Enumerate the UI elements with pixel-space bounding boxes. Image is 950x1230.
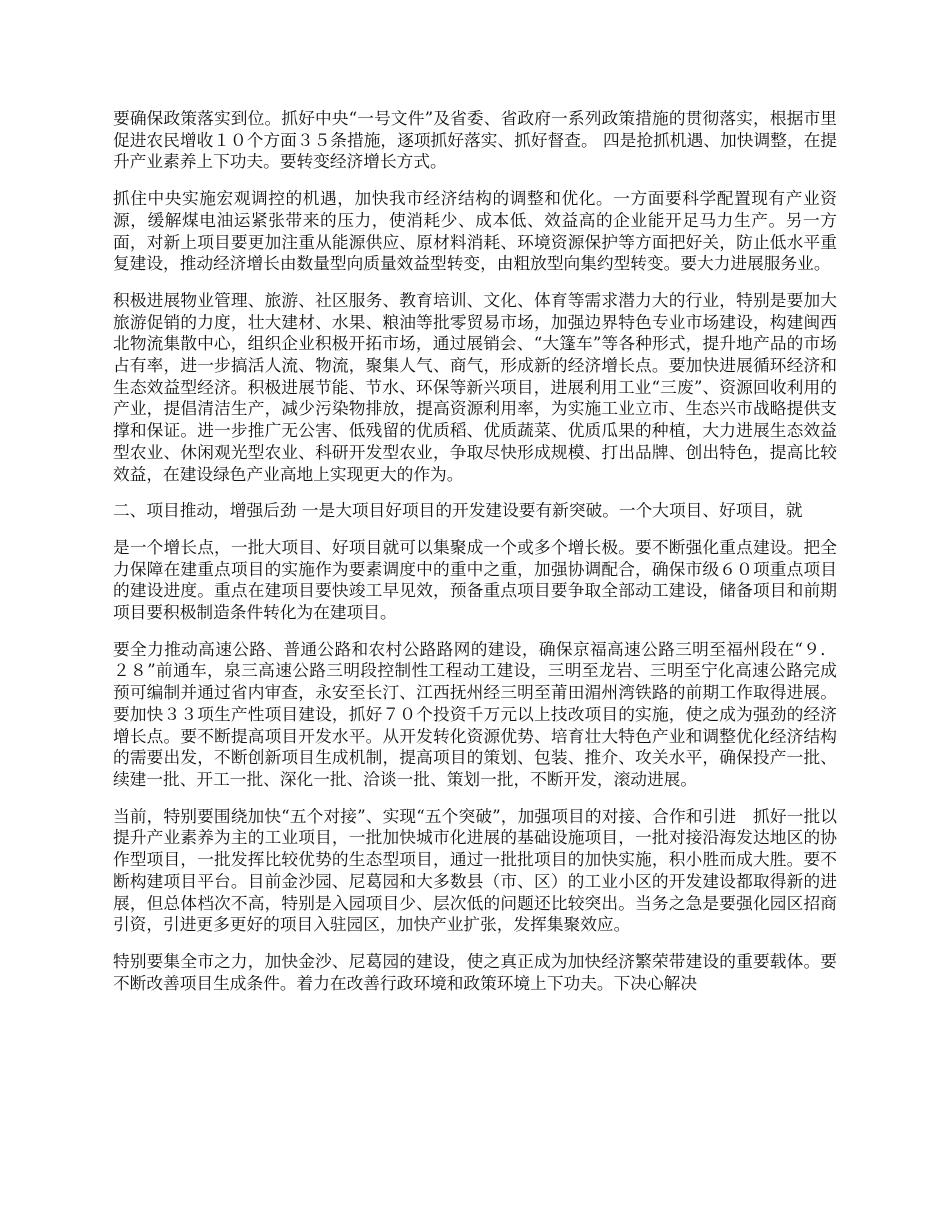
paragraph-3: 积极进展物业管理、旅游、社区服务、教育培训、文化、体育等需求潜力大的行业，特别是要加大旅游促销的力度，壮大建材、水果、粮油等批零贸易市场，加强边界特色专业市场建设，构建闽西北物流集散中心，组织企业积极开拓市场，通过展销会、“大篷车”等各种形式，提升地产品的市场占有率，进一步搞活人流、物流，聚集人气、商气，形成新的经济增长点。要加快进展循环经济和生态效益型经济。积极进展节能、节水、环保等新兴项目，进展利用工业“三废”、资源回收利用的产业，提倡清洁生产，减少污染物排放，提高资源利用率，为实施工业立市、生态兴市战略提供支撑和保证。进一步推广无公害、低残留的优质稻、优质蔬菜、优质瓜果的种植，大力进展生态效益型农业、休闲观光型农业、科研开发型农业，争取尽快形成规模、打出品牌、创出特色，提高比较效益，在建设绿色产业高地上实现更大的作为。 (113, 289, 837, 484)
paragraph-1: 要确保政策落实到位。抓好中央“一号文件”及省委、省政府一系列政策措施的贯彻落实，根据市里促进农民增收１０个方面３５条措施，逐项抓好落实、抓好督查。 四是抢抓机遇、加快调整，在提升产业素养上下功夫。要转变经济增长方式。 (113, 108, 837, 172)
paragraph-5: 是一个增长点，一批大项目、好项目就可以集聚成一个或多个增长极。要不断强化重点建设。把全力保障在建重点项目的实施作为要素调度中的重中之重，加强协调配合，确保市级６０项重点项目的建设进度。重点在建项目要快竣工早见效，预备重点项目要争取全部动工建设，储备项目和前期项目要积极制造条件转化为在建项目。 (113, 536, 837, 623)
paragraph-2: 抓住中央实施宏观调控的机遇，加快我市经济结构的调整和优化。一方面要科学配置现有产业资源，缓解煤电油运紧张带来的压力，使消耗少、成本低、效益高的企业能开足马力生产。另一方面，对新上项目要更加注重从能源供应、原材料消耗、环境资源保护等方面把好关，防止低水平重复建设，推动经济增长由数量型向质量效益型转变，由粗放型向集约型转变。要大力进展服务业。 (113, 188, 837, 274)
paragraph-8: 特别要集全市之力，加快金沙、尼葛园的建设，使之真正成为加快经济繁荣带建设的重要载体。要不断改善项目生成条件。着力在改善行政环境和政策环境上下功夫。下决心解决 (113, 950, 837, 993)
paragraph-6: 要全力推动高速公路、普通公路和农村公路路网的建设，确保京福高速公路三明至福州段在“９．２８”前通车，泉三高速公路三明段控制性工程动工建设，三明至龙岩、三明至宁化高速公路完成预可编制并通过省内审查，永安至长汀、江西抚州经三明至莆田湄州湾铁路的前期工作取得进展。要加快３３项生产性项目建设，抓好７０个投资千万元以上技改项目的实施，使之成为强劲的经济增长点。要不断提高项目开发水平。从开发转化资源优势、培育壮大特色产业和调整优化经济结构的需要出发，不断创新项目生成机制，提高项目的策划、包装、推介、攻关水平，确保投产一批、续建一批、开工一批、深化一批、洽谈一批、策划一批，不断开发，滚动进展。 (113, 638, 837, 789)
paragraph-4: 二、项目推动，增强后劲 一是大项目好项目的开发建设要有新突破。一个大项目、好项目，就 (113, 500, 803, 521)
document-page (113, 108, 837, 1009)
paragraph-7: 当前，特别要围绕加快“五个对接”、实现“五个突破”，加强项目的对接、合作和引进 抓好一批以提升产业素养为主的工业项目，一批加快城市化进展的基础设施项目，一批对接沿海发达地区的协作型项目，一批发挥比较优势的生态型项目，通过一批批项目的加快实施，积小胜而成大胜。要不断构建项目平台。目前金沙园、尼葛园和大多数县（市、区）的工业小区的开发建设都取得新的进展，但总体档次不高，特别是入园项目少、层次低的问题还比较突出。当务之急是要强化园区招商引资，引进更多更好的项目入驻园区，加快产业扩张，发挥集聚效应。 (113, 805, 837, 935)
